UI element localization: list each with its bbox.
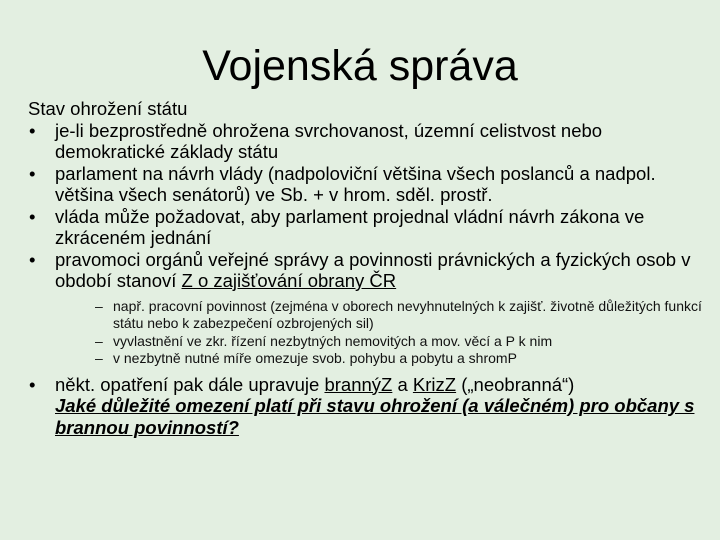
bullet-marker: • <box>29 119 36 141</box>
slide-title: Vojenská správa <box>202 42 518 90</box>
dash-marker: – <box>95 332 103 349</box>
sub-item-text: v nezbytně nutné míře omezuje svob. pohybu a pobytu a shromP <box>113 350 517 366</box>
list-item-text: pravomoci orgánů veřejné správy a povinnosti právnických a fyzických osob v období stanoví <box>55 248 691 291</box>
law-link-defense[interactable]: Z o zajišťování obrany ČR <box>181 270 397 291</box>
sub-list <box>55 298 708 368</box>
list-item <box>28 249 708 368</box>
bullet-list <box>28 120 708 439</box>
list-item <box>28 163 708 206</box>
dash-marker: – <box>95 297 103 314</box>
bullet-marker: • <box>29 248 36 270</box>
bullet-marker: • <box>29 162 36 184</box>
sub-item-text: vyvlastnění ve zkr. řízení nezbytných nemovitých a mov. věcí a P k nim <box>113 332 553 349</box>
list-item-text: vláda může požadovat, aby parlament projednal vládní návrh zákona ve zkráceném jednání <box>55 205 645 248</box>
list-item-text: („neobranná“) <box>456 373 575 395</box>
bullet-marker: • <box>29 373 36 395</box>
list-item <box>28 206 708 249</box>
list-item <box>28 374 708 439</box>
section-heading: Stav ohrožení státu <box>28 98 188 119</box>
dash-marker: – <box>95 350 103 366</box>
sub-list-item <box>55 333 708 351</box>
list-item-text: někt. opatření pak dále upravuje <box>55 373 325 395</box>
law-link-branny[interactable]: brannýZ <box>324 373 393 395</box>
bullet-marker: • <box>29 205 36 227</box>
list-item <box>28 120 708 163</box>
sub-item-text: např. pracovní povinnost (zejména v oborech nevyhnutelných k zajišť. životně důležitých funkcí státu nebo k zabezpečení ozbrojených sil) <box>113 297 702 331</box>
list-item-text: parlament na návrh vlády (nadpoloviční většina všech poslanců a nadpol. většina všech senátorů) ve Sb. + v hrom. sděl. prostř. <box>55 162 656 205</box>
law-link-kriz[interactable]: KrizZ <box>412 373 457 395</box>
sub-list-item <box>55 298 708 333</box>
slide-content <box>28 98 708 438</box>
question-text: Jaké důležité omezení platí při stavu ohrožení (a válečném) pro občany s brannou povinností? <box>55 395 695 438</box>
list-item-text: je-li bezprostředně ohrožena svrchovanost, územní celistvost nebo demokratické základy státu <box>55 119 603 162</box>
sub-list-item <box>55 350 708 368</box>
list-item-text: a <box>392 373 413 395</box>
